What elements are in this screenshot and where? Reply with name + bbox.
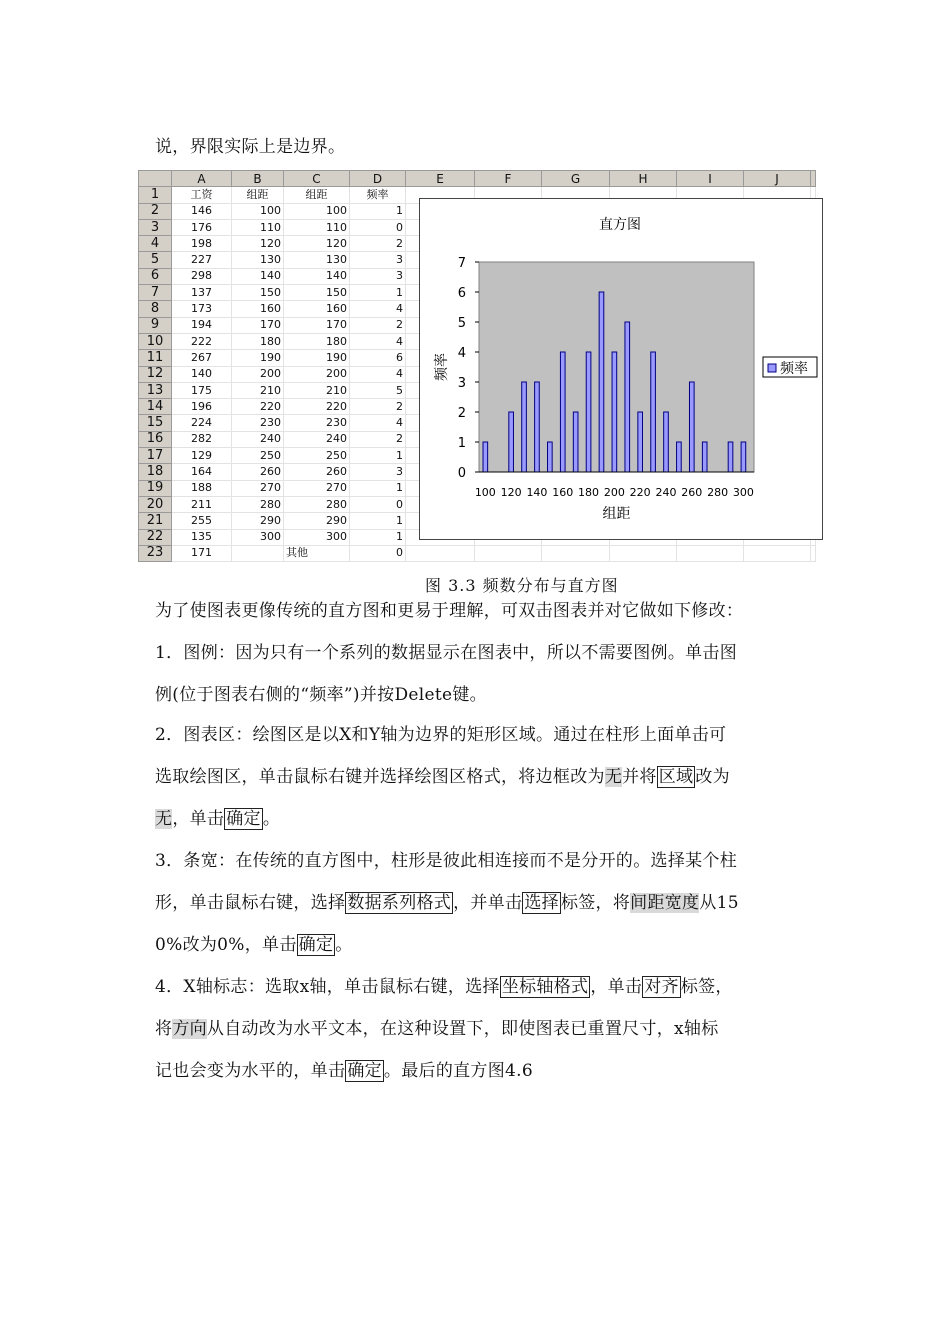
paragraph-4-line-3	[155, 1061, 533, 1081]
row-header[interactable]: 19	[139, 480, 172, 496]
row-header[interactable]: 17	[139, 448, 172, 464]
table-header-cell[interactable]: 组距	[232, 187, 284, 203]
column-header-g[interactable]: G	[542, 171, 610, 187]
option-none: 无	[604, 767, 623, 787]
ok-button-label: 确定	[298, 935, 334, 955]
table-cell[interactable]: 4	[350, 415, 406, 431]
row-header[interactable]: 5	[139, 252, 172, 268]
empty-cell[interactable]	[610, 545, 677, 561]
table-cell[interactable]: 240	[232, 431, 284, 447]
x-tick-label: 140	[526, 486, 548, 499]
select-all-corner[interactable]	[139, 171, 172, 187]
row-header[interactable]: 18	[139, 464, 172, 480]
row-header[interactable]: 15	[139, 415, 172, 431]
table-cell[interactable]: 211	[172, 496, 232, 512]
table-cell[interactable]: 190	[284, 350, 350, 366]
table-cell[interactable]: 176	[172, 219, 232, 235]
table-cell[interactable]: 160	[284, 301, 350, 317]
ok-button-label: 确定	[226, 809, 261, 829]
text-segment: 标签，将	[560, 893, 631, 913]
y-axis-label: 频率	[434, 353, 450, 381]
table-cell[interactable]: 180	[284, 333, 350, 349]
paragraph-2-line-1: 2．图表区：绘图区是以X和Y轴为边界的矩形区域。通过在柱形上面单击可	[155, 725, 727, 745]
table-cell[interactable]: 100	[232, 203, 284, 219]
table-cell[interactable]: 1	[350, 285, 406, 301]
text-segment: 形，单击鼠标右键，选择	[155, 893, 346, 913]
text-segment: ，并单击	[453, 893, 523, 913]
format-axis-label: 坐标轴格式	[501, 977, 589, 997]
table-cell[interactable]: 170	[284, 317, 350, 333]
gap-width-label: 间距宽度	[630, 893, 700, 913]
table-cell[interactable]: 290	[284, 513, 350, 529]
column-header-d[interactable]: D	[350, 171, 406, 187]
text-segment: 将	[155, 1019, 173, 1039]
column-header-a[interactable]: A	[172, 171, 232, 187]
text-segment: 并将	[622, 767, 657, 787]
paragraph-2-line-2	[155, 767, 730, 787]
table-cell[interactable]: 298	[172, 268, 232, 284]
row-header[interactable]: 14	[139, 399, 172, 415]
table-cell[interactable]: 1	[350, 529, 406, 545]
table-cell[interactable]: 4	[350, 301, 406, 317]
chart-title: 直方图	[599, 217, 641, 233]
table-cell[interactable]: 222	[172, 333, 232, 349]
table-cell[interactable]: 210	[284, 382, 350, 398]
table-cell[interactable]: 1	[350, 513, 406, 529]
histogram-bar	[573, 412, 578, 472]
table-cell[interactable]: 4	[350, 366, 406, 382]
y-tick-label: 4	[457, 346, 466, 361]
chart-svg	[420, 199, 822, 539]
table-cell[interactable]: 2	[350, 236, 406, 252]
table-cell[interactable]: 196	[172, 399, 232, 415]
table-cell[interactable]: 280	[232, 496, 284, 512]
empty-cell[interactable]	[744, 545, 811, 561]
column-header-i[interactable]: I	[677, 171, 744, 187]
empty-cell[interactable]	[406, 545, 475, 561]
histogram-bar	[483, 442, 488, 472]
table-cell[interactable]: 2	[350, 399, 406, 415]
table-cell[interactable]: 160	[232, 301, 284, 317]
table-cell[interactable]: 270	[232, 480, 284, 496]
text-segment: 从自动改为水平文本，在这种设置下，即使图表已重置尺寸，x轴标	[206, 1019, 719, 1039]
figure-caption: 图 3.3 频数分布与直方图	[425, 576, 619, 595]
row-header[interactable]: 8	[139, 301, 172, 317]
table-cell[interactable]: 0	[350, 496, 406, 512]
table-cell[interactable]: 175	[172, 382, 232, 398]
histogram-bar	[522, 382, 527, 472]
spreadsheet	[138, 170, 828, 568]
table-cell[interactable]: 220	[284, 399, 350, 415]
paragraph-1-line-1: 1．图例：因为只有一个系列的数据显示在图表中，所以不需要图例。单击图	[155, 643, 738, 663]
x-tick-label: 100	[474, 486, 496, 499]
table-cell[interactable]: 100	[284, 203, 350, 219]
row-header[interactable]: 10	[139, 333, 172, 349]
empty-cell[interactable]	[542, 545, 610, 561]
table-header-cell[interactable]: 频率	[350, 187, 406, 203]
histogram-bar	[677, 442, 682, 472]
histogram-bar	[535, 382, 540, 472]
table-cell[interactable]: 227	[172, 252, 232, 268]
x-tick-label: 280	[707, 486, 729, 499]
table-cell[interactable]: 3	[350, 268, 406, 284]
table-cell[interactable]: 267	[172, 350, 232, 366]
table-cell[interactable]: 150	[284, 285, 350, 301]
table-cell[interactable]: 290	[232, 513, 284, 529]
histogram-bar	[599, 292, 604, 472]
table-cell[interactable]: 110	[232, 219, 284, 235]
table-cell[interactable]: 其他	[284, 545, 350, 561]
table-cell[interactable]: 0	[350, 545, 406, 561]
x-tick-label: 180	[578, 486, 600, 499]
x-tick-label: 260	[681, 486, 703, 499]
table-cell[interactable]: 135	[172, 529, 232, 545]
table-cell[interactable]: 260	[284, 464, 350, 480]
table-cell[interactable]: 137	[172, 285, 232, 301]
ok-button-label: 确定	[347, 1061, 382, 1081]
text-segment: 0%改为0%，单击	[155, 935, 297, 955]
table-cell[interactable]: 130	[232, 252, 284, 268]
histogram-bar	[741, 442, 746, 472]
table-cell[interactable]: 250	[232, 448, 284, 464]
table-cell[interactable]: 164	[172, 464, 232, 480]
empty-cell[interactable]	[677, 545, 744, 561]
x-tick-label: 120	[500, 486, 522, 499]
column-header-h[interactable]: H	[610, 171, 677, 187]
row-header[interactable]: 7	[139, 285, 172, 301]
table-cell[interactable]: 130	[284, 252, 350, 268]
table-cell[interactable]: 1	[350, 448, 406, 464]
table-cell[interactable]: 3	[350, 252, 406, 268]
histogram-bar	[560, 352, 565, 472]
text-segment: 从15	[699, 893, 739, 913]
histogram-bar	[625, 322, 630, 472]
table-cell[interactable]: 171	[172, 545, 232, 561]
table-cell[interactable]: 140	[232, 268, 284, 284]
table-cell[interactable]: 250	[284, 448, 350, 464]
column-header-f[interactable]: F	[475, 171, 542, 187]
text-segment: ，单击	[172, 809, 225, 829]
table-cell[interactable]: 120	[232, 236, 284, 252]
histogram-bar	[728, 442, 733, 472]
column-header-partial	[811, 171, 816, 187]
column-header-b[interactable]: B	[232, 171, 284, 187]
x-tick-label: 240	[655, 486, 677, 499]
table-cell[interactable]: 4	[350, 333, 406, 349]
y-tick-label: 2	[457, 406, 466, 421]
row-header[interactable]: 23	[139, 545, 172, 561]
table-cell[interactable]: 230	[284, 415, 350, 431]
table-cell[interactable]: 110	[284, 219, 350, 235]
table-cell[interactable]: 300	[284, 529, 350, 545]
table-cell[interactable]: 300	[232, 529, 284, 545]
table-cell[interactable]: 0	[350, 219, 406, 235]
paragraph-4-line-2	[155, 1019, 719, 1039]
text-segment: 改为	[695, 767, 730, 787]
table-cell[interactable]: 190	[232, 350, 284, 366]
text-segment: ，单击	[590, 977, 643, 997]
table-cell[interactable]: 200	[284, 366, 350, 382]
row-header[interactable]: 3	[139, 219, 172, 235]
table-cell[interactable]: 170	[232, 317, 284, 333]
paragraph-intro: 为了使图表更像传统的直方图和更易于理解，可双击图表并对它做如下修改：	[155, 601, 744, 621]
table-cell[interactable]: 270	[284, 480, 350, 496]
table-cell[interactable]: 220	[232, 399, 284, 415]
table-header-cell[interactable]: 组距	[284, 187, 350, 203]
legend-label: 频率	[780, 361, 808, 377]
paragraph-1-line-2: 例(位于图表右侧的“频率”)并按Delete键。	[155, 685, 487, 705]
row-header[interactable]: 16	[139, 431, 172, 447]
row-header[interactable]: 12	[139, 366, 172, 382]
table-cell[interactable]: 180	[232, 333, 284, 349]
y-tick-label: 5	[457, 316, 466, 331]
row-header[interactable]: 13	[139, 382, 172, 398]
table-cell[interactable]: 188	[172, 480, 232, 496]
table-cell[interactable]: 140	[284, 268, 350, 284]
y-tick-label: 7	[457, 256, 466, 271]
y-tick-label: 0	[457, 466, 466, 481]
table-cell[interactable]: 210	[232, 382, 284, 398]
table-cell[interactable]: 6	[350, 350, 406, 366]
text-segment: 选取绘图区，单击鼠标右键并选择绘图区格式，将边框改为	[155, 767, 605, 787]
paragraph-4-line-1	[155, 977, 733, 997]
histogram-bar	[509, 412, 514, 472]
row-header[interactable]: 4	[139, 236, 172, 252]
column-header-row	[139, 171, 816, 187]
text-segment: 4．X轴标志：选取x轴，单击鼠标右键，选择	[155, 977, 500, 997]
table-cell[interactable]: 260	[232, 464, 284, 480]
text-segment: 。	[262, 809, 281, 829]
table-cell[interactable]: 1	[350, 203, 406, 219]
table-cell[interactable]: 2	[350, 317, 406, 333]
row-header[interactable]: 11	[139, 350, 172, 366]
y-tick-label: 3	[457, 376, 466, 391]
row-header[interactable]: 20	[139, 496, 172, 512]
histogram-bar	[612, 352, 617, 472]
table-cell[interactable]: 3	[350, 464, 406, 480]
text-segment: 记也会变为水平的，单击	[155, 1061, 346, 1081]
row-header[interactable]: 1	[139, 187, 172, 203]
format-data-series-label: 数据系列格式	[347, 893, 452, 913]
histogram-bar	[638, 412, 643, 472]
table-cell[interactable]: 255	[172, 513, 232, 529]
table-cell[interactable]: 230	[232, 415, 284, 431]
histogram-bar	[586, 352, 591, 472]
table-cell[interactable]: 146	[172, 203, 232, 219]
table-cell[interactable]: 224	[172, 415, 232, 431]
table-cell[interactable]: 282	[172, 431, 232, 447]
x-axis-label: 组距	[602, 506, 631, 522]
table-cell[interactable]: 240	[284, 431, 350, 447]
tab-alignment: 对齐	[644, 977, 679, 997]
tab-options: 选择	[524, 893, 559, 913]
y-tick-label: 6	[457, 286, 466, 301]
table-cell[interactable]: 120	[284, 236, 350, 252]
column-header-c[interactable]: C	[284, 171, 350, 187]
table-cell[interactable]: 150	[232, 285, 284, 301]
table-cell[interactable]: 2	[350, 431, 406, 447]
row-header[interactable]: 22	[139, 529, 172, 545]
paragraph-3-line-2	[155, 893, 739, 913]
paragraph-3-line-3	[155, 935, 353, 955]
table-header-cell[interactable]: 工资	[172, 187, 232, 203]
intro-line: 说，界限实际上是边界。	[155, 137, 346, 157]
tab-area: 区域	[658, 767, 694, 787]
histogram-bar	[651, 352, 656, 472]
row-header[interactable]: 21	[139, 513, 172, 529]
table-row	[139, 545, 816, 561]
table-cell[interactable]: 1	[350, 480, 406, 496]
table-cell[interactable]: 198	[172, 236, 232, 252]
table-cell[interactable]: 194	[172, 317, 232, 333]
text-segment: 标签，	[680, 977, 733, 997]
text-segment: 。最后的直方图4.6	[383, 1061, 533, 1081]
histogram-bar	[702, 442, 707, 472]
row-header[interactable]: 9	[139, 317, 172, 333]
legend-swatch	[768, 364, 776, 372]
table-cell[interactable]: 129	[172, 448, 232, 464]
table-cell[interactable]: 173	[172, 301, 232, 317]
x-tick-label: 220	[629, 486, 651, 499]
table-cell[interactable]: 200	[232, 366, 284, 382]
row-header[interactable]: 6	[139, 268, 172, 284]
paragraph-3-line-1: 3．条宽：在传统的直方图中，柱形是彼此相连接而不是分开的。选择某个柱	[155, 851, 738, 871]
histogram-bar	[689, 382, 694, 472]
table-cell[interactable]: 140	[172, 366, 232, 382]
column-header-j[interactable]: J	[744, 171, 811, 187]
x-tick-label: 300	[732, 486, 754, 499]
orientation-label: 方向	[172, 1019, 207, 1039]
empty-cell[interactable]	[811, 545, 816, 561]
table-cell[interactable]: 280	[284, 496, 350, 512]
histogram-chart[interactable]	[419, 198, 823, 540]
row-header[interactable]: 2	[139, 203, 172, 219]
empty-cell[interactable]	[475, 545, 542, 561]
histogram-bar	[664, 412, 669, 472]
table-cell[interactable]	[232, 545, 284, 561]
histogram-bar	[548, 442, 553, 472]
text-segment: 。	[335, 935, 353, 955]
table-cell[interactable]: 5	[350, 382, 406, 398]
column-header-e[interactable]: E	[406, 171, 475, 187]
x-tick-label: 160	[552, 486, 574, 499]
paragraph-2-line-3	[155, 809, 280, 829]
x-tick-label: 200	[603, 486, 625, 499]
y-tick-label: 1	[457, 436, 466, 451]
option-none: 无	[155, 809, 173, 829]
